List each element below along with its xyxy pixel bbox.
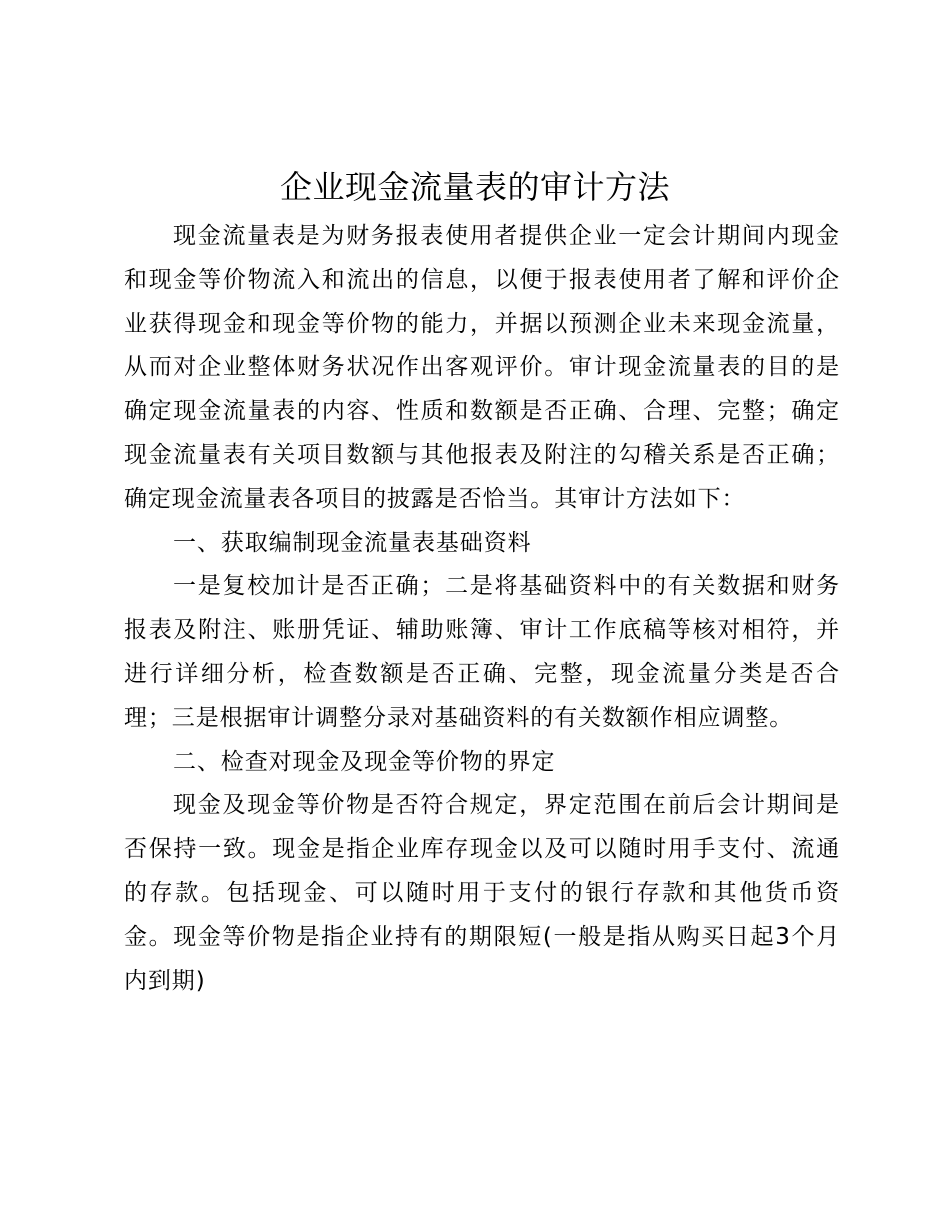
intro-paragraph: 现金流量表是为财务报表使用者提供企业一定会计期间内现金和现金等价物流入和流出的信息，以便于报表使用者了解和评价企业获得现金和现金等价物的能力，并据以预测企业未来现金流量，从而对企业整体财务状况作出客观评价。审计现金流量表的目的是确定现金流量表的内容、性质和数额是否正确、合理、完整；确定现金流量表有关项目数额与其他报表及附注的勾稽关系是否正确；确定现金流量表各项目的披露是否恰当。其审计方法如下： [124, 223, 840, 512]
section-heading-1: 一、获取编制现金流量表基础资料 [173, 529, 532, 556]
section-2-paragraph: 现金及现金等价物是否符合规定，界定范围在前后会计期间是否保持一致。现金是指企业库存现金以及可以随时用手支付、流通的存款。包括现金、可以随时用于支付的银行存款和其他货币资金。现金等价物是指企业持有的期限短(一般是指从购买日起3个月内到期) [124, 792, 840, 994]
section-1-paragraph: 一是复校加计是否正确；二是将基础资料中的有关数据和财务报表及附注、账册凭证、辅助账簿、审计工作底稿等核对相符，并进行详细分析，检查数额是否正确、完整，现金流量分类是否合理；三是根据审计调整分录对基础资料的有关数额作相应调整。 [124, 573, 840, 731]
section-heading-2: 二、检查对现金及现金等价物的界定 [173, 748, 556, 775]
document-title: 企业现金流量表的审计方法 [279, 168, 670, 206]
document-body [124, 215, 840, 1003]
